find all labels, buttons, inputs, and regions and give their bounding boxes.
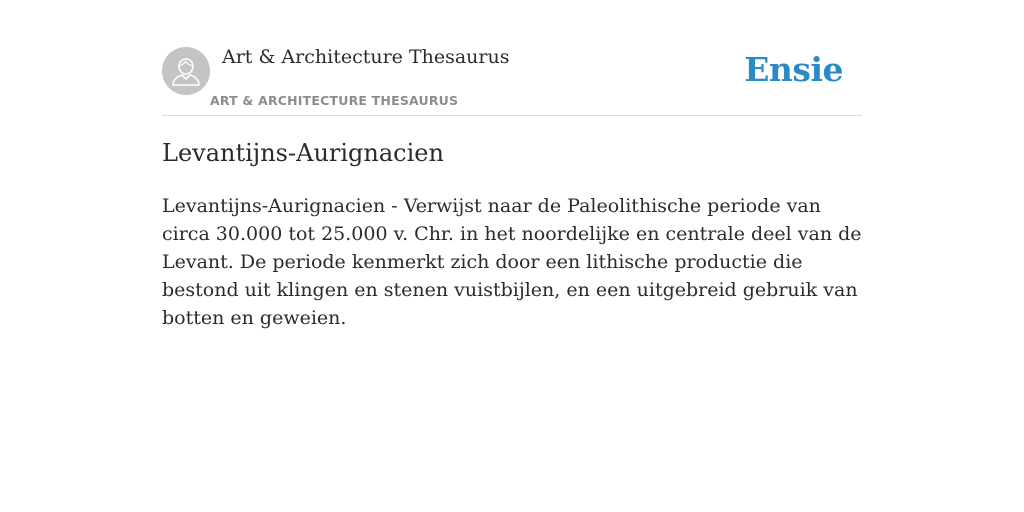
article-header (162, 40, 862, 116)
avatar[interactable] (162, 47, 210, 95)
source-label[interactable]: ART & ARCHITECTURE THESAURUS (210, 93, 459, 108)
brand-logo[interactable]: Ensie (744, 50, 843, 89)
user-silhouette-icon (162, 47, 210, 95)
article-title: Levantijns-Aurignacien (162, 139, 444, 167)
article-body: Levantijns-Aurignacien - Verwijst naar de Paleolithische periode van circa 30.000 tot 25.000 v. Chr. in het noordelijke en centrale deel van de Levant. De periode kenmerkt zich door een lithische productie die bestond uit klingen en stenen vuistbijlen, en een uitgebreid gebruik van botten en geweien. (162, 195, 862, 329)
author-name[interactable]: Art & Architecture Thesaurus (222, 46, 510, 68)
